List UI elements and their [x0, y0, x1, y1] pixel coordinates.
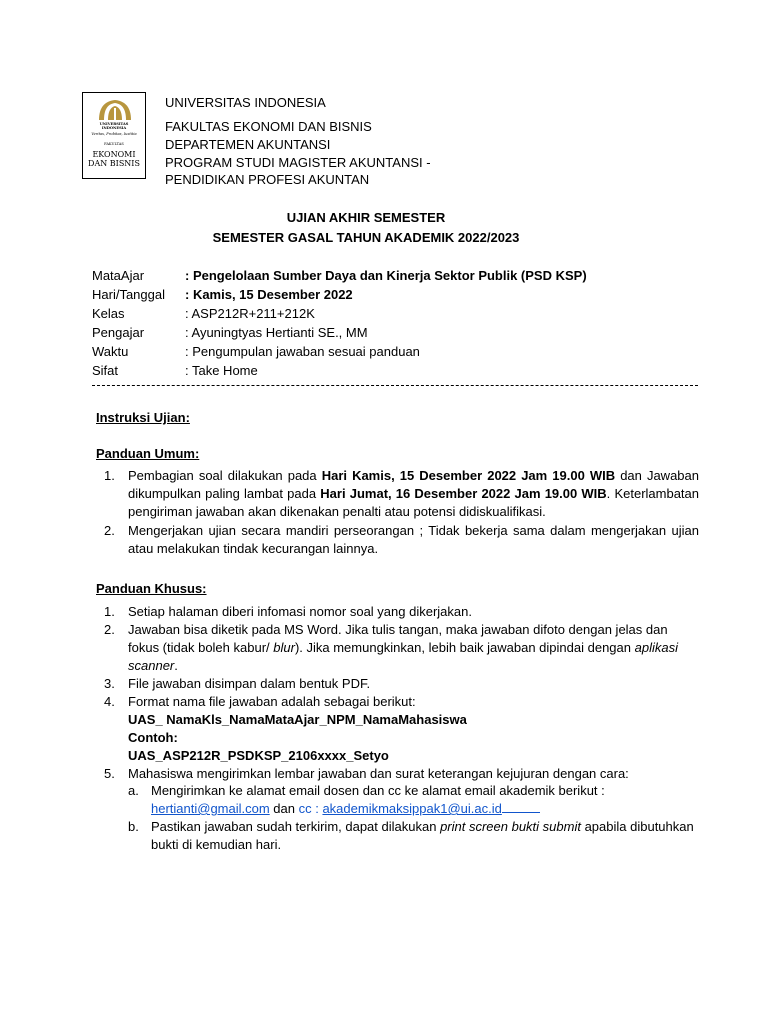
info-label: Pengajar — [92, 325, 145, 340]
info-value: : Pengelolaan Sumber Daya dan Kinerja Sektor Publik (PSD KSP) — [185, 268, 587, 283]
info-label: Kelas — [92, 306, 125, 321]
program-line2: PENDIDIKAN PROFESI AKUNTAN — [165, 172, 370, 187]
logo-faculty-line1: EKONOMI — [92, 150, 136, 159]
info-value: : Ayuningtyas Hertianti SE., MM — [185, 325, 368, 340]
list-number: 2. — [104, 523, 115, 538]
info-label: Waktu — [92, 344, 129, 359]
exam-subtitle: SEMESTER GASAL TAHUN AKADEMIK 2022/2023 — [212, 230, 520, 245]
email-line — [151, 800, 540, 818]
specific-item-1: Setiap halaman diberi infomasi nomor soal yang dikerjakan. — [128, 604, 472, 619]
dashed-divider — [92, 385, 698, 386]
list-number: 5. — [104, 766, 115, 781]
info-value: : Take Home — [185, 363, 258, 378]
sub-item-a: Mengirimkan ke alamat email dosen dan cc ke alamat email akademik berikut : — [151, 783, 605, 798]
list-number: 4. — [104, 694, 115, 709]
info-value: : Pengumpulan jawaban sesuai panduan — [185, 344, 420, 359]
logo-faculty-small: FAKULTAS — [104, 142, 124, 146]
specific-item-3: File jawaban disimpan dalam bentuk PDF. — [128, 676, 371, 691]
program-line1: PROGRAM STUDI MAGISTER AKUNTANSI - — [165, 155, 431, 170]
lecturer-email-link[interactable]: hertianti@gmail.com — [151, 801, 270, 816]
general-item-2: Mengerjakan ujian secara mandiri perseorangan ; Tidak bekerja sama dalam mengerjakan ujian atau melakukan tindak kecurangan lainnya. — [128, 523, 699, 556]
info-label: MataAjar — [92, 268, 145, 283]
instructions-heading: Instruksi Ujian: — [96, 410, 190, 425]
list-number: 2. — [104, 622, 115, 637]
general-guidelines-heading: Panduan Umum: — [96, 446, 200, 461]
specific-item-5: Mahasiswa mengirimkan lembar jawaban dan surat keterangan kejujuran dengan cara: — [128, 766, 629, 781]
example-label: Contoh: — [128, 730, 178, 745]
sub-letter: a. — [128, 783, 139, 798]
info-label: Hari/Tanggal — [92, 287, 165, 302]
specific-guidelines-heading: Panduan Khusus: — [96, 581, 207, 596]
filename-format: UAS_ NamaKls_NamaMataAjar_NPM_NamaMahasiswa — [128, 712, 467, 727]
academic-email-link[interactable]: akademikmaksippak1@ui.ac.id — [322, 801, 502, 816]
logo-seal-text: UNIVERSITAS INDONESIA — [99, 122, 129, 130]
makara-seal-icon — [93, 99, 137, 121]
logo-motto: Veritas, Probitas, Iustitia — [91, 132, 137, 136]
info-label: Sifat — [92, 363, 119, 378]
logo-faculty-line2: DAN BISNIS — [88, 159, 140, 168]
sub-letter: b. — [128, 819, 139, 834]
exam-title: UJIAN AKHIR SEMESTER — [286, 210, 446, 225]
list-number: 3. — [104, 676, 115, 691]
faculty-name: FAKULTAS EKONOMI DAN BISNIS — [165, 119, 372, 134]
specific-item-4: Format nama file jawaban adalah sebagai berikut: — [128, 694, 416, 709]
university-logo — [82, 92, 146, 179]
email-conjunction: dan — [269, 801, 299, 816]
cc-label: cc : — [298, 801, 323, 816]
department-name: DEPARTEMEN AKUNTANSI — [165, 137, 331, 152]
specific-item-2: Jawaban bisa diketik pada MS Word. Jika tulis tangan, maka jawaban difoto dengan jelas dan fokus (tidak boleh kabur/ blur). Jika memungkinkan, lebih baik jawaban dipindai dengan aplikasi scanner. — [128, 622, 678, 673]
info-value: : ASP212R+211+212K — [185, 306, 315, 321]
sub-item-b: Pastikan jawaban sudah terkirim, dapat dilakukan print screen bukti submit apabila dibutuhkan bukti di kemudian hari. — [151, 819, 694, 852]
university-name: UNIVERSITAS INDONESIA — [165, 95, 326, 110]
info-value: : Kamis, 15 Desember 2022 — [185, 287, 353, 302]
filename-example: UAS_ASP212R_PSDKSP_2106xxxx_Setyo — [128, 748, 389, 763]
list-number: 1. — [104, 468, 115, 483]
general-item-1: Pembagian soal dilakukan pada Hari Kamis, 15 Desember 2022 Jam 19.00 WIB dan Jawaban dikumpulkan paling lambat pada Hari Jumat, 16 Desember 2022 Jam 19.00 WIB. Keterlambatan pengiriman jawaban akan dikenakan penalti atau potensi didiskualifikasi. — [128, 468, 699, 519]
link-underline-extension — [502, 800, 540, 813]
list-number: 1. — [104, 604, 115, 619]
